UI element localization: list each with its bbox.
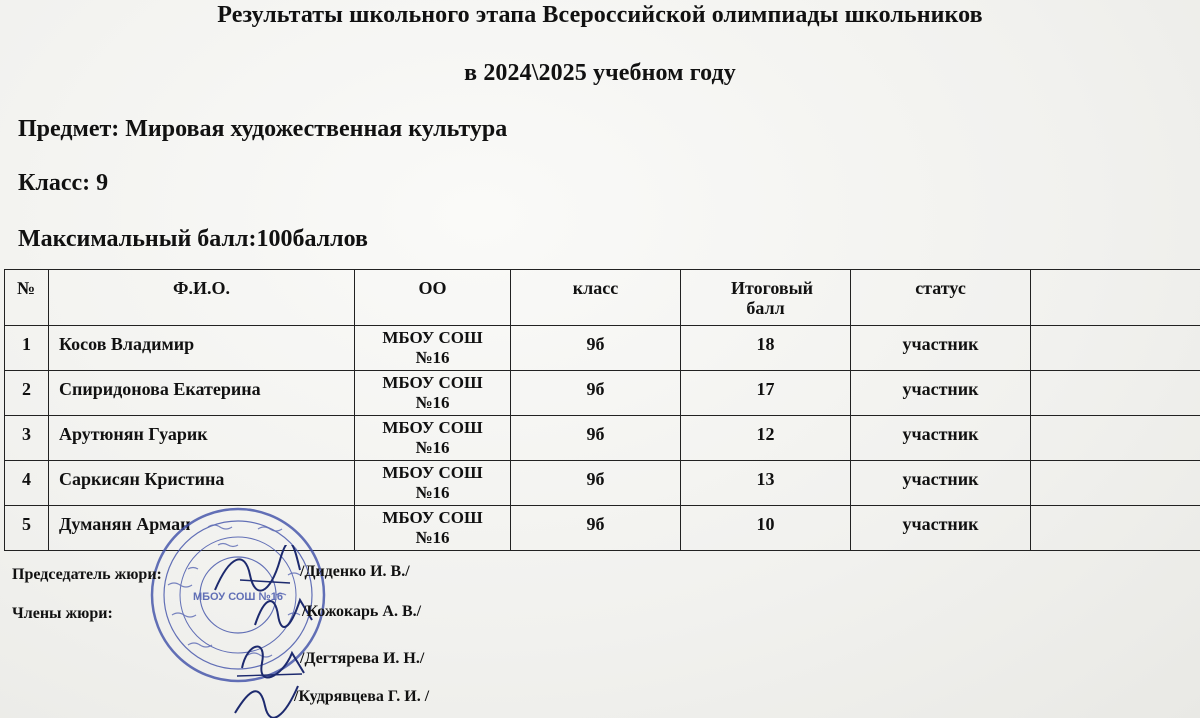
header-status: статус [851, 270, 1031, 326]
row-organization [355, 416, 511, 461]
jury-members-label: Члены жюри: [12, 605, 113, 622]
row-name: Арутюнян Гуарик [49, 416, 355, 461]
row-empty [1031, 506, 1200, 551]
header-number: № [5, 270, 49, 326]
document-title: Результаты школьного этапа Всероссийской олимпиады школьников [217, 2, 983, 28]
org-line1: МБОУ СОШ [382, 463, 483, 482]
row-status: участник [851, 506, 1031, 551]
table-row [5, 461, 1200, 506]
chair-signature [210, 545, 305, 600]
table-row [5, 506, 1200, 551]
row-number: 1 [5, 326, 49, 371]
row-name: Косов Владимир [49, 326, 355, 371]
table-row [5, 371, 1200, 416]
row-score: 13 [681, 461, 851, 506]
row-empty [1031, 461, 1200, 506]
table-header-row [5, 270, 1200, 326]
row-organization [355, 461, 511, 506]
header-total-score: Итоговый балл [681, 270, 851, 326]
row-score: 18 [681, 326, 851, 371]
jury-member: /Кудрявцева Г. И. / [294, 688, 430, 705]
org-line1: МБОУ СОШ [382, 328, 483, 347]
row-status: участник [851, 461, 1031, 506]
table-row [5, 416, 1200, 461]
row-class: 9б [511, 461, 681, 506]
row-class: 9б [511, 371, 681, 416]
row-empty [1031, 416, 1200, 461]
row-number: 2 [5, 371, 49, 416]
row-status: участник [851, 371, 1031, 416]
row-status: участник [851, 326, 1031, 371]
row-score: 12 [681, 416, 851, 461]
row-number: 3 [5, 416, 49, 461]
row-name: Спиридонова Екатерина [49, 371, 355, 416]
row-empty [1031, 371, 1200, 416]
row-class: 9б [511, 506, 681, 551]
row-name: Саркисян Кристина [49, 461, 355, 506]
org-line2: №16 [415, 348, 450, 367]
jury-chair-label: Председатель жюри: [12, 566, 162, 583]
row-organization [355, 506, 511, 551]
header-organization: ОО [355, 270, 511, 326]
header-full-name: Ф.И.О. [49, 270, 355, 326]
row-status: участник [851, 416, 1031, 461]
org-line1: МБОУ СОШ [382, 508, 483, 527]
row-class: 9б [511, 326, 681, 371]
header-empty [1031, 270, 1200, 326]
row-empty [1031, 326, 1200, 371]
row-number: 4 [5, 461, 49, 506]
subject-line: Предмет: Мировая художественная культура [18, 116, 508, 142]
org-line2: №16 [415, 483, 450, 502]
header-class: класс [511, 270, 681, 326]
table-row [5, 326, 1200, 371]
stamp-center-text: МБОУ СОШ №16 [192, 591, 284, 603]
org-line2: №16 [415, 438, 450, 457]
row-number: 5 [5, 506, 49, 551]
row-score: 10 [681, 506, 851, 551]
org-line1: МБОУ СОШ [382, 373, 483, 392]
jury-chair-name: /Диденко И. В./ [300, 563, 410, 580]
org-line1: МБОУ СОШ [382, 418, 483, 437]
document-subtitle: в 2024\2025 учебном году [464, 60, 736, 86]
results-table [4, 269, 1200, 551]
row-organization [355, 371, 511, 416]
row-name: Думанян Арман [49, 506, 355, 551]
row-organization [355, 326, 511, 371]
grade-line: Класс: 9 [18, 170, 109, 196]
org-line2: №16 [415, 528, 450, 547]
jury-member: /Кожокарь А. В./ [302, 603, 422, 620]
row-class: 9б [511, 416, 681, 461]
org-line2: №16 [415, 393, 450, 412]
max-score-line: Максимальный балл:100баллов [18, 226, 368, 252]
row-score: 17 [681, 371, 851, 416]
jury-member: /Дегтярева И. Н./ [300, 650, 425, 667]
